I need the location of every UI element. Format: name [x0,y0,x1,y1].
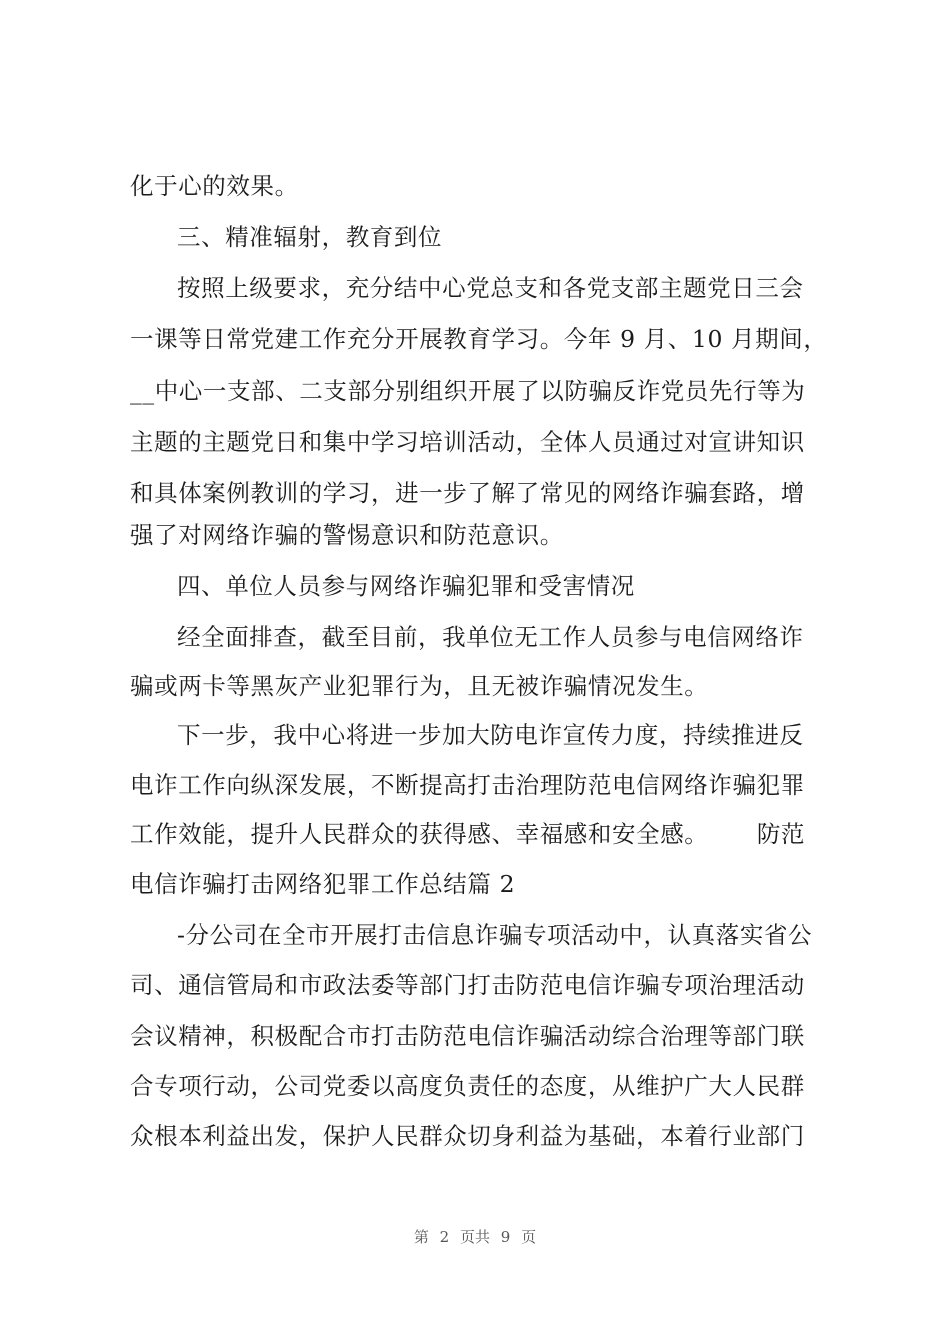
body-line: 众根本利益出发，保护人民群众切身利益为基础，本着行业部门 [130,1122,805,1150]
body-line: 化于心的效果。 [130,172,299,200]
body-line: 工作效能，提升人民群众的获得感、幸福感和安全感。 防范 [130,820,806,848]
body-line: 司、通信管局和市政法委等部门打击防范电信诈骗专项治理活动 [130,971,805,999]
body-line: 合专项行动，公司党委以高度负责任的态度，从维护广大人民群 [130,1072,805,1100]
section-heading-3: 三、精准辐射，教育到位 [177,223,443,251]
body-line: 会议精神，积极配合市打击防范电信诈骗活动综合治理等部门联 [130,1022,805,1050]
section-heading-4: 四、单位人员参与网络诈骗犯罪和受害情况 [177,572,635,600]
body-line: -分公司在全市开展打击信息诈骗专项活动中，认真落实省公 [177,921,813,949]
body-line: 经全面排查，截至目前，我单位无工作人员参与电信网络诈 [177,623,804,651]
body-line: 按照上级要求，充分结中心党总支和各党支部主题党日三会 [177,274,804,302]
article-title: 电信诈骗打击网络犯罪工作总结篇 2 [130,870,516,898]
body-line: 一课等日常党建工作充分开展教育学习。今年 9 月、10 月期间， [130,325,828,353]
body-line: 强了对网络诈骗的警惕意识和防范意识。 [130,521,564,549]
page-number-footer: 第 2 页共 9 页 [413,1228,537,1246]
body-line: 骗或两卡等黑灰产业犯罪行为，且无被诈骗情况发生。 [130,672,709,700]
body-line: 和具体案例教训的学习，进一步了解了常见的网络诈骗套路，增 [130,479,805,507]
body-line: 主题的主题党日和集中学习培训活动，全体人员通过对宣讲知识 [130,428,805,456]
body-line: 下一步，我中心将进一步加大防电诈宣传力度，持续推进反 [177,721,804,749]
body-line: __中心一支部、二支部分别组织开展了以防骗反诈党员先行等为 [130,377,806,405]
body-line: 电诈工作向纵深发展，不断提高打击治理防范电信网络诈骗犯罪 [130,771,805,799]
